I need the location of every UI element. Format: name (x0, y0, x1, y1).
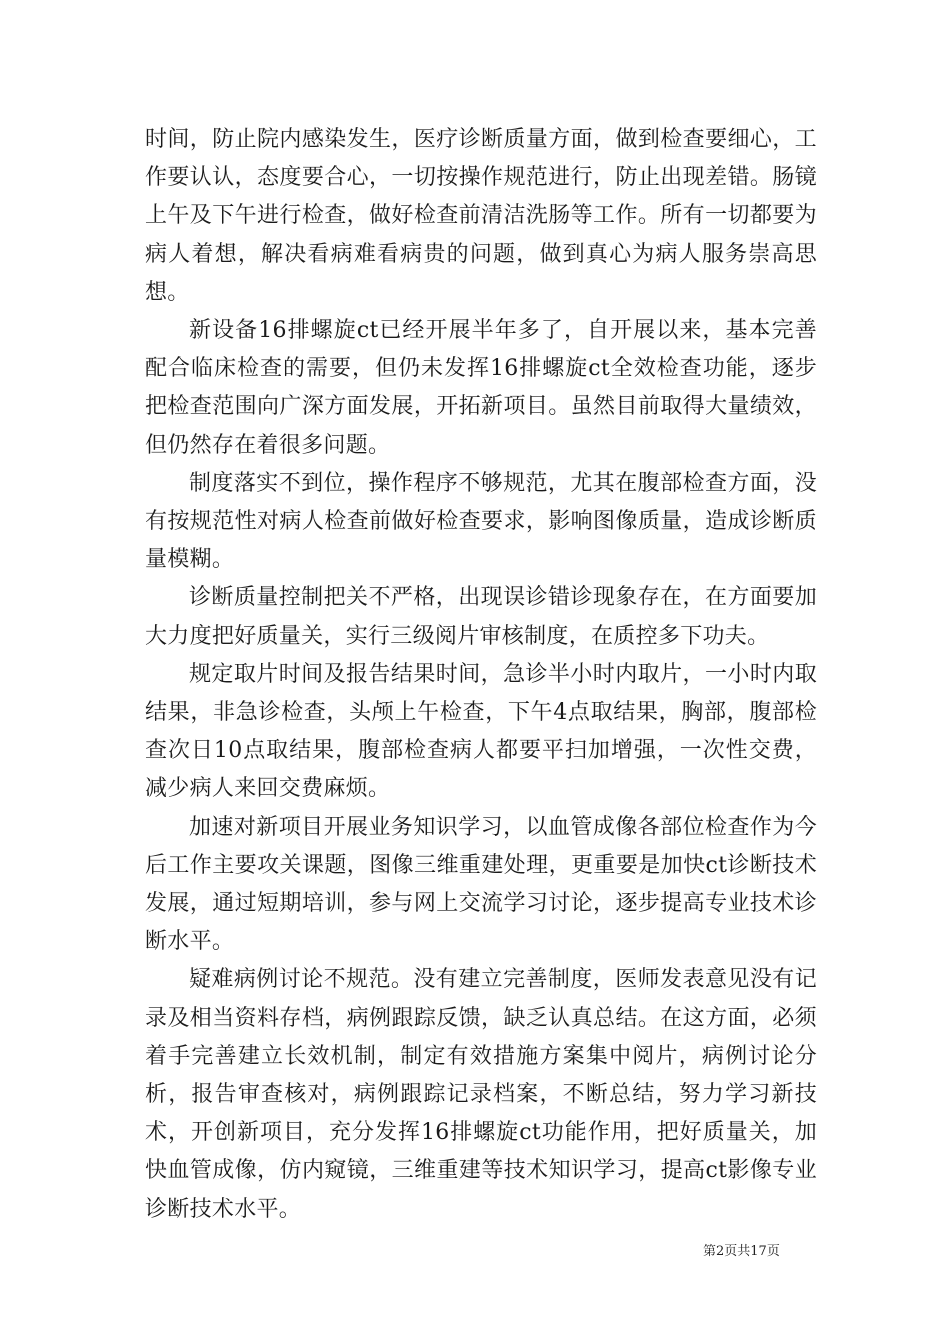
paragraph-difficult-cases: 疑难病例讨论不规范。没有建立完善制度，医师发表意见没有记录及相当资料存档，病例跟踪反馈，缺乏认真总结。在这方面，必须着手完善建立长效机制，制定有效措施方案集中阅片，病例讨论分析，报告审查核对，病例跟踪记录档案，不断总结，努力学习新技术，开创新项目，充分发挥16排螺旋ct功能作用，把好质量关，加快血管成像，仿内窥镜，三维重建等技术知识学习，提高ct影像专业诊断技术水平。 (145, 967, 817, 1222)
paragraph-continued: 时间，防止院内感染发生，医疗诊断质量方面，做到检查要细心，工作要认认，态度要合心，一切按操作规范进行，防止出现差错。肠镜上午及下午进行检查，做好检查前清洁洗肠等工作。所有一切都要为病人着想，解决看病难看病贵的问题，做到真心为病人服务崇高思想。 (145, 127, 817, 305)
paragraph-quality-control: 诊断质量控制把关不严格，出现误诊错诊现象存在，在方面要加大力度把好质量关，实行三级阅片审核制度，在质控多下功夫。 (145, 585, 817, 649)
document-body (145, 121, 817, 1229)
paragraph-new-projects: 加速对新项目开展业务知识学习，以血管成像各部位检查作为今后工作主要攻关课题，图像三维重建处理，更重要是加快ct诊断技术发展，通过短期培训，参与网上交流学习讨论，逐步提高专业技术诊断水平。 (145, 814, 817, 955)
paragraph-report-timing: 规定取片时间及报告结果时间，急诊半小时内取片，一小时内取结果，非急诊检查，头颅上午检查，下午4点取结果，胸部，腹部检查次日10点取结果，腹部检查病人都要平扫加增强，一次性交费，减少病人来回交费麻烦。 (145, 661, 817, 802)
page-number: 第2页共17页 (703, 1244, 780, 1259)
paragraph-system-implementation: 制度落实不到位，操作程序不够规范，尤其在腹部检查方面，没有按规范性对病人检查前做好检查要求，影响图像质量，造成诊断质量模糊。 (145, 470, 817, 573)
paragraph-new-equipment: 新设备16排螺旋ct已经开展半年多了，自开展以来，基本完善配合临床检查的需要，但仍未发挥16排螺旋ct全效检查功能，逐步把检查范围向广深方面发展，开拓新项目。虽然目前取得大量绩效，但仍然存在着很多问题。 (145, 318, 817, 458)
